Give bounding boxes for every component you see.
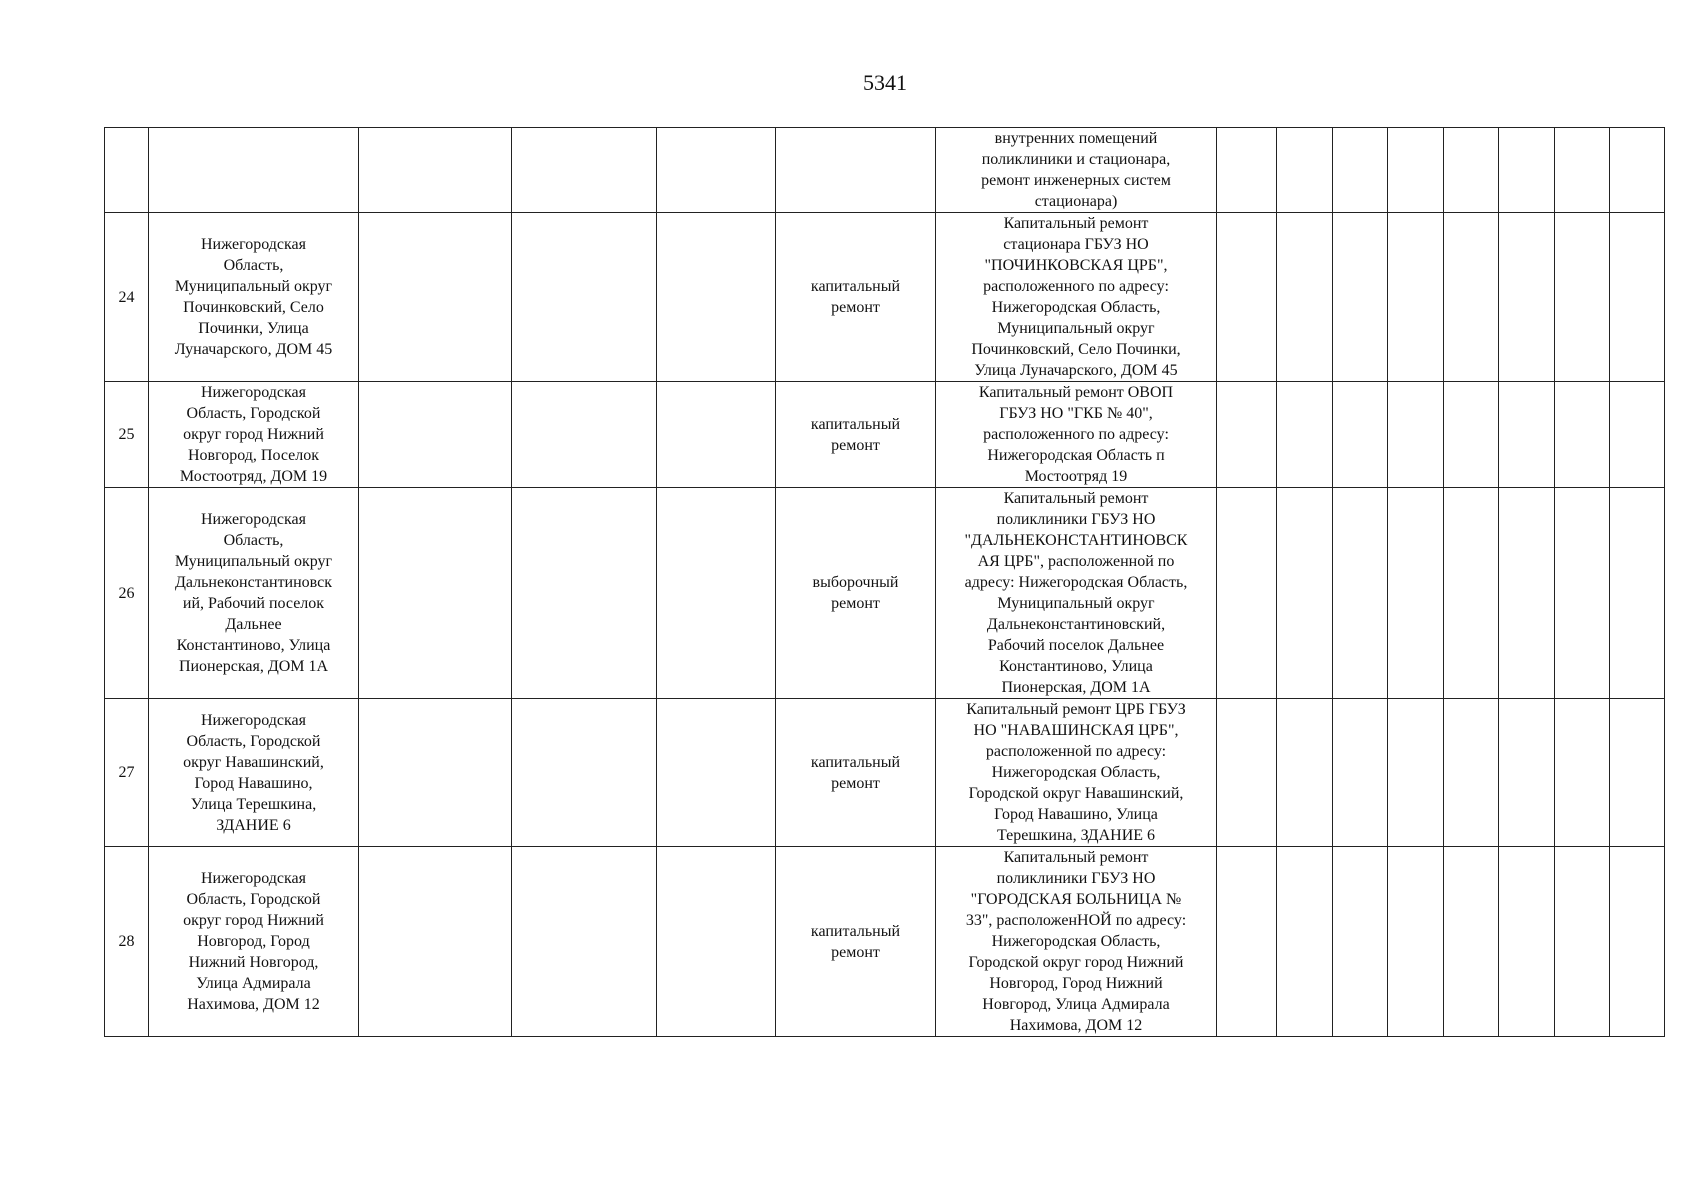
empty-cell — [1277, 128, 1333, 213]
empty-cell — [1499, 847, 1555, 1037]
empty-cell — [512, 699, 657, 847]
empty-cell — [1555, 213, 1610, 382]
empty-cell — [1217, 847, 1277, 1037]
empty-cell — [1217, 213, 1277, 382]
address-cell — [149, 699, 359, 847]
empty-cell — [657, 213, 776, 382]
empty-cell — [1277, 699, 1333, 847]
empty-cell — [1610, 488, 1665, 699]
empty-cell — [1217, 382, 1277, 488]
work-type-cell — [776, 128, 936, 213]
empty-cell — [1499, 128, 1555, 213]
empty-cell — [1499, 699, 1555, 847]
empty-cell — [1333, 699, 1388, 847]
empty-cell — [1610, 382, 1665, 488]
work-type-text: капитальный ремонт — [810, 278, 901, 316]
empty-cell — [657, 488, 776, 699]
work-type-cell — [776, 213, 936, 382]
work-type-text: капитальный ремонт — [810, 753, 901, 792]
empty-cell — [1499, 488, 1555, 699]
table-row — [105, 847, 1665, 1037]
empty-cell — [359, 699, 512, 847]
address-cell — [149, 213, 359, 382]
empty-cell — [1444, 128, 1499, 213]
empty-cell — [1388, 488, 1444, 699]
empty-cell — [512, 213, 657, 382]
empty-cell — [657, 382, 776, 488]
empty-cell — [512, 847, 657, 1037]
empty-cell — [1555, 488, 1610, 699]
work-description-text: Капитальный ремонт стационара ГБУЗ НО "ПОЧИНКОВСКАЯ ЦРБ", расположенного по адресу: Нижегородская Область, Муниципальный округ Починковский, Село Починки, Улица Луначарского, ДОМ 45 — [971, 215, 1181, 379]
address-text: Нижегородская Область, Городской округ город Нижний Новгород, Город Нижний Новгород, Улица Адмирала Нахимова, ДОМ 12 — [183, 870, 324, 1013]
address-text: Нижегородская Область, Городской округ Навашинский, Город Навашино, Улица Терешкина, ЗДАНИЕ 6 — [183, 711, 324, 834]
work-description-cell — [936, 213, 1217, 382]
table-row — [105, 699, 1665, 847]
empty-cell — [1444, 488, 1499, 699]
address-text: Нижегородская Область, Муниципальный округ Починковский, Село Починки, Улица Луначарского, ДОМ 45 — [174, 236, 333, 358]
empty-cell — [1333, 213, 1388, 382]
address-text: Нижегородская Область, Муниципальный округ Дальнеконстантиновск ий, Рабочий поселок Дальнее Константиново, Улица Пионерская, ДОМ 1А — [174, 511, 333, 675]
empty-cell — [1333, 488, 1388, 699]
work-description-cell — [936, 699, 1217, 847]
empty-cell — [1444, 213, 1499, 382]
empty-cell — [657, 847, 776, 1037]
row-number-text: 25 — [118, 426, 135, 443]
work-type-cell — [776, 488, 936, 699]
empty-cell — [1217, 128, 1277, 213]
work-description-text: Капитальный ремонт поликлиники ГБУЗ НО "ДАЛЬНЕКОНСТАНТИНОВСК АЯ ЦРБ", расположенной по адресу: Нижегородская Область, Муниципальный округ Дальнеконстантиновский, Рабочий поселок Дальнее Константиново, Улица Пионерская, ДОМ 1А — [964, 490, 1188, 696]
work-description-cell — [936, 128, 1217, 213]
table-row — [105, 488, 1665, 699]
address-cell — [149, 382, 359, 488]
empty-cell — [1610, 847, 1665, 1037]
table-row — [105, 213, 1665, 382]
empty-cell — [359, 847, 512, 1037]
registry-table — [104, 127, 1665, 1037]
row-number-cell — [105, 847, 149, 1037]
work-type-cell — [776, 382, 936, 488]
empty-cell — [1277, 847, 1333, 1037]
empty-cell — [657, 699, 776, 847]
table-row — [105, 128, 1665, 213]
empty-cell — [512, 382, 657, 488]
row-number-cell — [105, 213, 149, 382]
empty-cell — [1333, 128, 1388, 213]
address-text: Нижегородская Область, Городской округ город Нижний Новгород, Поселок Мостоотряд, ДОМ 19 — [179, 384, 328, 485]
work-description-cell — [936, 488, 1217, 699]
work-description-cell — [936, 847, 1217, 1037]
empty-cell — [1444, 699, 1499, 847]
empty-cell — [1388, 699, 1444, 847]
empty-cell — [1217, 699, 1277, 847]
row-number-text: 24 — [118, 288, 135, 306]
empty-cell — [1610, 699, 1665, 847]
row-number-text: 28 — [118, 933, 135, 950]
empty-cell — [359, 488, 512, 699]
empty-cell — [1610, 213, 1665, 382]
empty-cell — [1333, 382, 1388, 488]
row-number-cell — [105, 699, 149, 847]
empty-cell — [1388, 382, 1444, 488]
work-type-text: капитальный ремонт — [810, 415, 901, 454]
work-type-text: капитальный ремонт — [810, 922, 901, 961]
empty-cell — [1610, 128, 1665, 213]
work-type-cell — [776, 699, 936, 847]
empty-cell — [1555, 382, 1610, 488]
table-row — [105, 382, 1665, 488]
empty-cell — [1555, 699, 1610, 847]
empty-cell — [1277, 488, 1333, 699]
row-number-text: 26 — [118, 584, 135, 602]
row-number-cell — [105, 488, 149, 699]
empty-cell — [1499, 382, 1555, 488]
address-cell — [149, 128, 359, 213]
empty-cell — [1444, 382, 1499, 488]
empty-cell — [512, 128, 657, 213]
row-number-cell — [105, 382, 149, 488]
empty-cell — [1555, 847, 1610, 1037]
work-description-text: Капитальный ремонт поликлиники ГБУЗ НО "ГОРОДСКАЯ БОЛЬНИЦА № 33", расположенНОЙ по адресу: Нижегородская Область, Городской округ город Нижний Новгород, Город Нижний Новгород, Улица Адмирала Нахимова, ДОМ 12 — [965, 849, 1187, 1034]
page-number: 5341 — [863, 70, 907, 95]
row-number-cell — [105, 128, 149, 213]
empty-cell — [1217, 488, 1277, 699]
empty-cell — [1388, 128, 1444, 213]
empty-cell — [359, 213, 512, 382]
empty-cell — [1277, 382, 1333, 488]
registry-body — [105, 128, 1665, 1037]
empty-cell — [359, 382, 512, 488]
work-description-text: Капитальный ремонт ЦРБ ГБУЗ НО "НАВАШИНСКАЯ ЦРБ", расположенной по адресу: Нижегородская Область, Городской округ Навашинский, Город Навашино, Улица Терешкина, ЗДАНИЕ 6 — [966, 701, 1186, 844]
empty-cell — [1277, 213, 1333, 382]
address-cell — [149, 847, 359, 1037]
work-type-text: выборочный ремонт — [812, 574, 899, 612]
work-description-cell — [936, 382, 1217, 488]
empty-cell — [359, 128, 512, 213]
empty-cell — [1444, 847, 1499, 1037]
address-cell — [149, 488, 359, 699]
empty-cell — [1333, 847, 1388, 1037]
work-type-cell — [776, 847, 936, 1037]
empty-cell — [1388, 847, 1444, 1037]
work-description-text: внутренних помещений поликлиники и стационара, ремонт инженерных систем стационара) — [981, 130, 1171, 210]
empty-cell — [1555, 128, 1610, 213]
empty-cell — [512, 488, 657, 699]
work-description-text: Капитальный ремонт ОВОП ГБУЗ НО "ГКБ № 40", расположенного по адресу: Нижегородская Область п Мостоотряд 19 — [978, 384, 1174, 485]
empty-cell — [1388, 213, 1444, 382]
empty-cell — [1499, 213, 1555, 382]
empty-cell — [657, 128, 776, 213]
row-number-text: 27 — [118, 764, 135, 781]
